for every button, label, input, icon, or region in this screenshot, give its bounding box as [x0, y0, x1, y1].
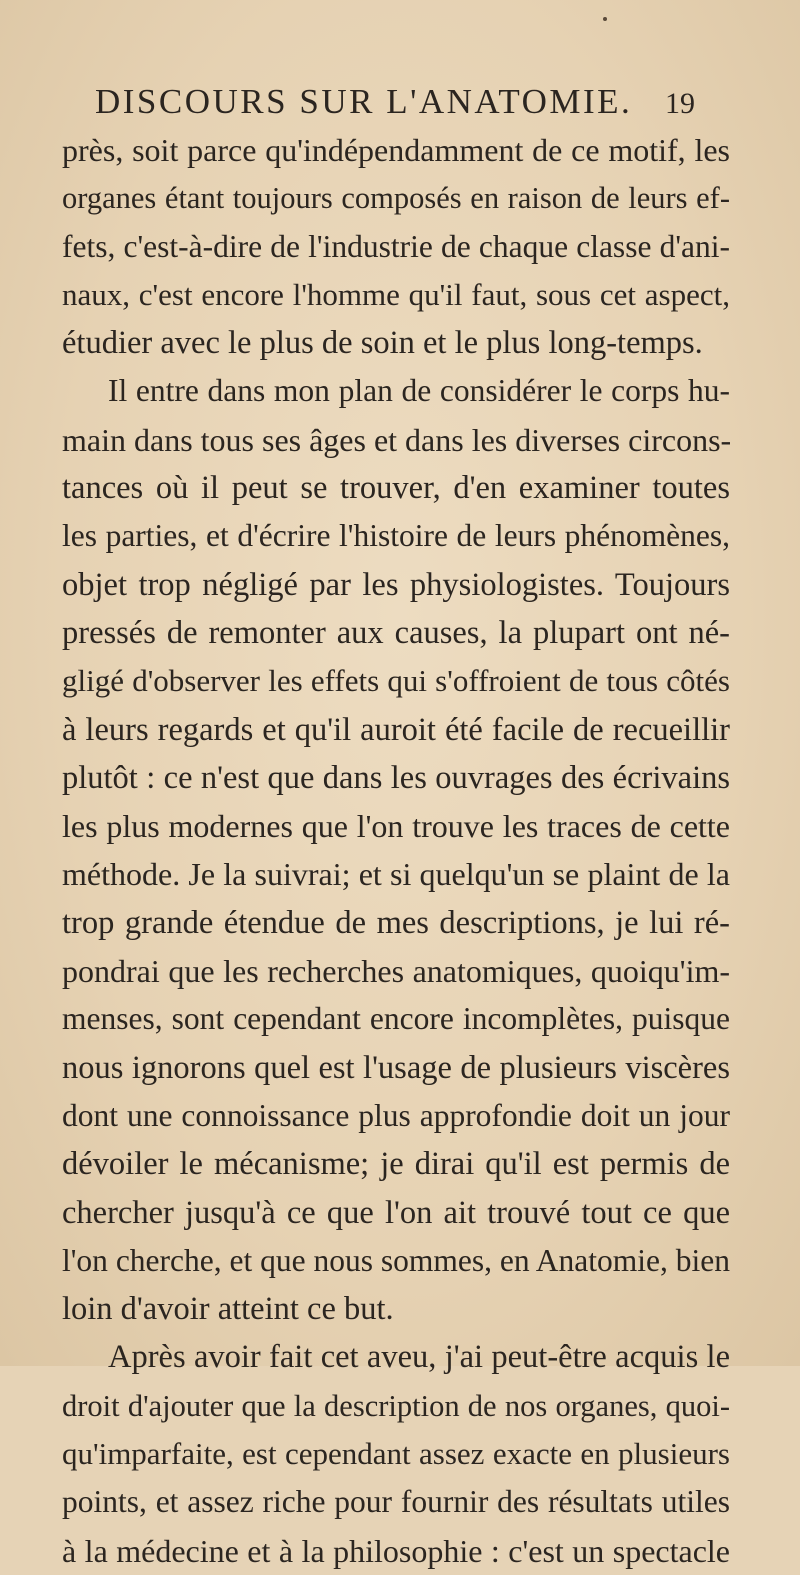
- text-line: pressés de remonter aux causes, la plupart ont né-: [62, 614, 730, 651]
- text-line: dévoiler le mécanisme; je dirai qu'il est permis de: [62, 1146, 730, 1183]
- text-line: droit d'ajouter que la description de nos organes, quoi-: [62, 1388, 730, 1423]
- text-line: organes étant toujours composés en raison de leurs ef-: [62, 181, 730, 216]
- text-line: l'on cherche, et que nous sommes, en Anatomie, bien: [62, 1242, 730, 1278]
- text-line: près, soit parce qu'indépendamment de ce motif, les: [62, 132, 730, 168]
- text-line: nous ignorons quel est l'usage de plusieurs viscères: [62, 1049, 730, 1086]
- text-line: les plus modernes que l'on trouve les traces de cette: [62, 808, 730, 845]
- text-line: les parties, et d'écrire l'histoire de leurs phénomènes,: [62, 518, 730, 554]
- text-line: main dans tous ses âges et dans les diverses circons-: [62, 421, 732, 458]
- ink-speck: [603, 17, 607, 21]
- text-line: chercher jusqu'à ce que l'on ait trouvé tout ce que: [62, 1194, 730, 1231]
- text-line: à leurs regards et qu'il auroit été facile de recueillir: [62, 711, 730, 748]
- text-line: objet trop négligé par les physiologistes. Toujours: [62, 566, 730, 603]
- text-line: Il entre dans mon plan de considérer le corps hu-: [108, 373, 730, 409]
- text-line: menses, sont cependant encore incomplètes, puisque: [62, 1001, 730, 1037]
- text-line: dont une connoissance plus approfondie doit un jour: [62, 1097, 730, 1133]
- text-line: pondrai que les recherches anatomiques, quoiqu'im-: [62, 953, 730, 990]
- text-line: plutôt : ce n'est que dans les ouvrages des écrivains: [62, 759, 730, 796]
- text-line: gligé d'observer les effets qui s'offroient de tous côtés: [62, 663, 730, 699]
- text-line: naux, c'est encore l'homme qu'il faut, sous cet aspect,: [62, 276, 730, 312]
- running-title: DISCOURS SUR L'ANATOMIE.: [95, 82, 633, 121]
- text-line: Après avoir fait cet aveu, j'ai peut-être acquis le: [108, 1339, 730, 1376]
- text-line: étudier avec le plus de soin et le plus long-temps.: [62, 325, 703, 362]
- page-header: [95, 82, 695, 132]
- text-line: qu'imparfaite, est cependant assez exacte en plusieurs: [62, 1436, 730, 1472]
- text-line: trop grande étendue de mes descriptions, je lui ré-: [62, 904, 730, 941]
- text-line: loin d'avoir atteint ce but.: [62, 1291, 394, 1328]
- text-line: à la médecine et à la philosophie : c'est un spectacle: [62, 1532, 730, 1569]
- text-line: fets, c'est-à-dire de l'industrie de chaque classe d'ani-: [62, 228, 730, 264]
- text-line: points, et assez riche pour fournir des résultats utiles: [62, 1484, 730, 1520]
- body-text: [62, 126, 730, 1575]
- page-number: 19: [665, 87, 695, 120]
- text-line: tances où il peut se trouver, d'en examiner toutes: [62, 470, 730, 507]
- text-line: méthode. Je la suivrai; et si quelqu'un se plaint de la: [62, 856, 730, 893]
